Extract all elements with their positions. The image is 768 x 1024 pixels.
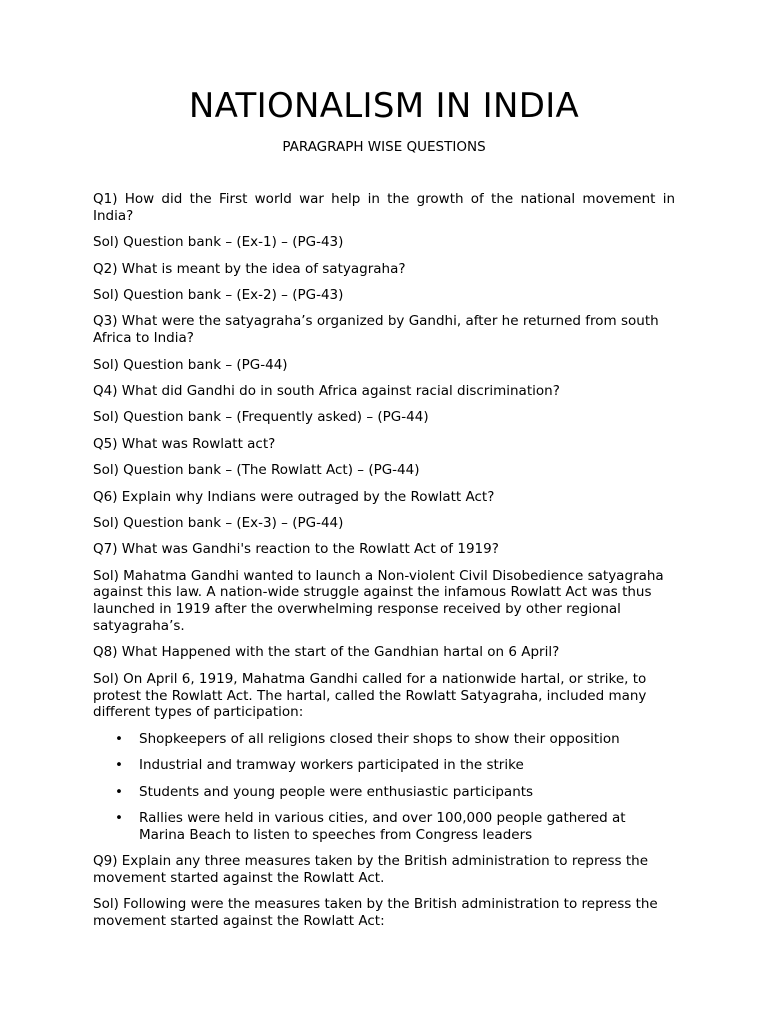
document-subtitle: PARAGRAPH WISE QUESTIONS	[282, 139, 486, 155]
answer-paragraph: Sol) Question bank – (Ex-3) – (PG-44)	[93, 514, 344, 531]
question-paragraph: Q3) What were the satyagraha’s organized by Gandhi, after he returned from south Africa to India?	[93, 313, 659, 347]
bullet-icon: •	[115, 810, 123, 826]
bullet-list-item	[93, 731, 675, 748]
question-paragraph: Q9) Explain any three measures taken by the British administration to repress the movement started against the Rowlatt Act.	[93, 853, 649, 886]
bullet-item-text: Students and young people were enthusiastic participants	[139, 783, 534, 800]
answer-paragraph: Sol) Mahatma Gandhi wanted to launch a Non-violent Civil Disobedience satyagraha against this law. A nation-wide struggle against the infamous Rowlatt Act was thus launched in 1919 after the overwhelming response received by other regional satyagraha’s.	[93, 567, 664, 635]
answer-paragraph: Sol) Question bank – (Ex-1) – (PG-43)	[93, 234, 344, 251]
document-body	[93, 191, 675, 940]
bullet-icon: •	[115, 783, 123, 800]
bullet-item-text: Rallies were held in various cities, and over 100,000 people gathered at Marina Beach to listen to speeches from Congress leaders	[139, 810, 626, 843]
answer-paragraph: Sol) Question bank – (Ex-2) – (PG-43)	[93, 286, 344, 303]
answer-paragraph: Sol) Question bank – (PG-44)	[93, 356, 288, 373]
answer-paragraph: Sol) Question bank – (Frequently asked) – (PG-44)	[93, 409, 429, 426]
answer-paragraph: Sol) Following were the measures taken by the British administration to repress the movement started against the Rowlatt Act:	[93, 896, 658, 930]
question-paragraph: Q1) How did the First world war help in the growth of the national movement in India?	[93, 191, 675, 224]
question-paragraph: Q8) What Happened with the start of the Gandhian hartal on 6 April?	[93, 644, 560, 661]
bullet-list-item	[93, 757, 675, 774]
answer-paragraph: Sol) On April 6, 1919, Mahatma Gandhi called for a nationwide hartal, or strike, to protest the Rowlatt Act. The hartal, called the Rowlatt Satyagraha, included many different types of participation:	[93, 670, 647, 721]
bullet-item-text: Shopkeepers of all religions closed their shops to show their opposition	[139, 730, 620, 747]
question-paragraph: Q6) Explain why Indians were outraged by the Rowlatt Act?	[93, 488, 495, 505]
document-title: NATIONALISM IN INDIA	[188, 86, 580, 126]
bullet-icon: •	[115, 757, 123, 774]
question-paragraph: Q2) What is meant by the idea of satyagraha?	[93, 260, 406, 277]
question-paragraph: Q7) What was Gandhi's reaction to the Rowlatt Act of 1919?	[93, 541, 499, 558]
bullet-icon: •	[115, 730, 123, 747]
bullet-list-item	[93, 810, 675, 844]
question-paragraph: Q4) What did Gandhi do in south Africa against racial discrimination?	[93, 382, 560, 399]
question-paragraph: Q5) What was Rowlatt act?	[93, 435, 276, 452]
bullet-list-item	[93, 784, 675, 801]
bullet-item-text: Industrial and tramway workers participated in the strike	[139, 757, 524, 774]
answer-paragraph: Sol) Question bank – (The Rowlatt Act) – (PG-44)	[93, 462, 420, 479]
bullet-list	[93, 731, 675, 844]
